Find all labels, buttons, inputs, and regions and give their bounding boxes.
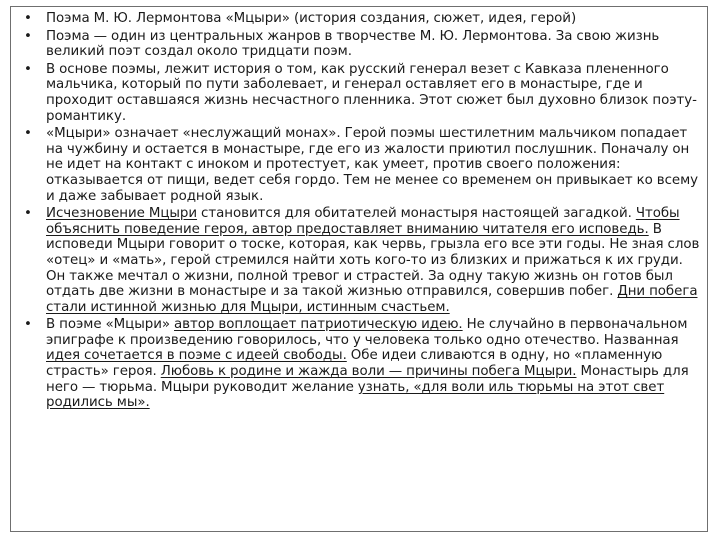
bullet-dot-icon: • bbox=[24, 28, 32, 44]
bullet-dot-icon: • bbox=[24, 126, 32, 142]
underlined-text: автор воплощает патриотическую идею. bbox=[174, 317, 463, 333]
text-run: становится для обитателей монастыря настоящей загадкой. bbox=[197, 206, 636, 222]
text-run: В исповеди Мцыри говорит о тоске, которая, как червь, грызла его все эти годы. Не зная слов «отец» и «мать», герой стремился найти хоть кого-то из близких и прижаться к их груди. Он также мечтал о жизни, полной тревог и страстей. За одну такую жизнь он готов был отдать две жизни в монастыре и за такой жизнью отправился, совершив побег. bbox=[46, 221, 700, 300]
underlined-text: узнать, «для воли иль тюрьмы на этот свет родились мы». bbox=[46, 379, 665, 411]
bullet-item bbox=[24, 29, 704, 60]
bullet-item bbox=[24, 126, 704, 204]
text-run: Не случайно в первоначальном эпиграфе к произведению говорилось, что у человека только одно отечество. Названная bbox=[46, 317, 688, 348]
bullet-dot-icon: • bbox=[24, 61, 32, 77]
bullet-item bbox=[24, 62, 704, 124]
text-run: Монастырь для него — тюрьма. Мцыри руководит желание bbox=[46, 364, 689, 395]
bullet-dot-icon: • bbox=[24, 11, 32, 26]
underlined-text: Чтобы объяснить поведение героя, автор предоставляет вниманию читателя его исповедь. bbox=[46, 206, 680, 237]
underlined-text: Исчезновение Мцыри bbox=[46, 206, 198, 222]
text-run: В основе поэмы, лежит история о том, как русский генерал везет с Кавказа плененного мальчика, который по пути заболевает, и генерал оставляет его в монастыре, где и проходит оставшаяся жизнь несчастного пленника. Этот сюжет был духовно близок поэту-романтику. bbox=[46, 61, 697, 124]
text-run: Поэма М. Ю. Лермонтова «Мцыри» (история создания, сюжет, идея, герой) bbox=[46, 11, 577, 26]
text-run: Поэма — один из центральных жанров в творчестве М. Ю. Лермонтова. За свою жизнь великий поэт создал около тридцати поэм. bbox=[46, 28, 660, 60]
bullet-item bbox=[24, 11, 704, 27]
bullet-dot-icon: • bbox=[24, 206, 32, 222]
underlined-text: идея сочетается в поэме с идеей свободы. bbox=[46, 348, 347, 364]
bullet-dot-icon: • bbox=[24, 317, 32, 333]
bullet-item bbox=[24, 206, 704, 315]
text-run: Обе идеи сливаются в одну, но «пламенную страсть» героя. bbox=[46, 348, 663, 380]
underlined-text: Дни побега стали истинной жизнью для Мцыри, истинным счастьем. bbox=[46, 284, 698, 315]
underlined-text: Любовь к родине и жажда воли — причины побега Мцыри. bbox=[160, 364, 577, 380]
text-run: В поэме «Мцыри» bbox=[46, 317, 175, 333]
bullet-item bbox=[24, 317, 704, 411]
text-run: «Мцыри» означает «неслужащий монах». Герой поэмы шестилетним мальчиком попадает на чужбину и остается в монастыре, где его из жалости приютил послушник. Поначалу он не идет на контакт с иноком и протестует, как умеет, против своего положения: отказывается от пищи, ведет себя гордо. Тем не менее со временем он привыкает ко всему и даже забывает родной язык. bbox=[46, 126, 699, 204]
bullet-list bbox=[24, 11, 704, 413]
